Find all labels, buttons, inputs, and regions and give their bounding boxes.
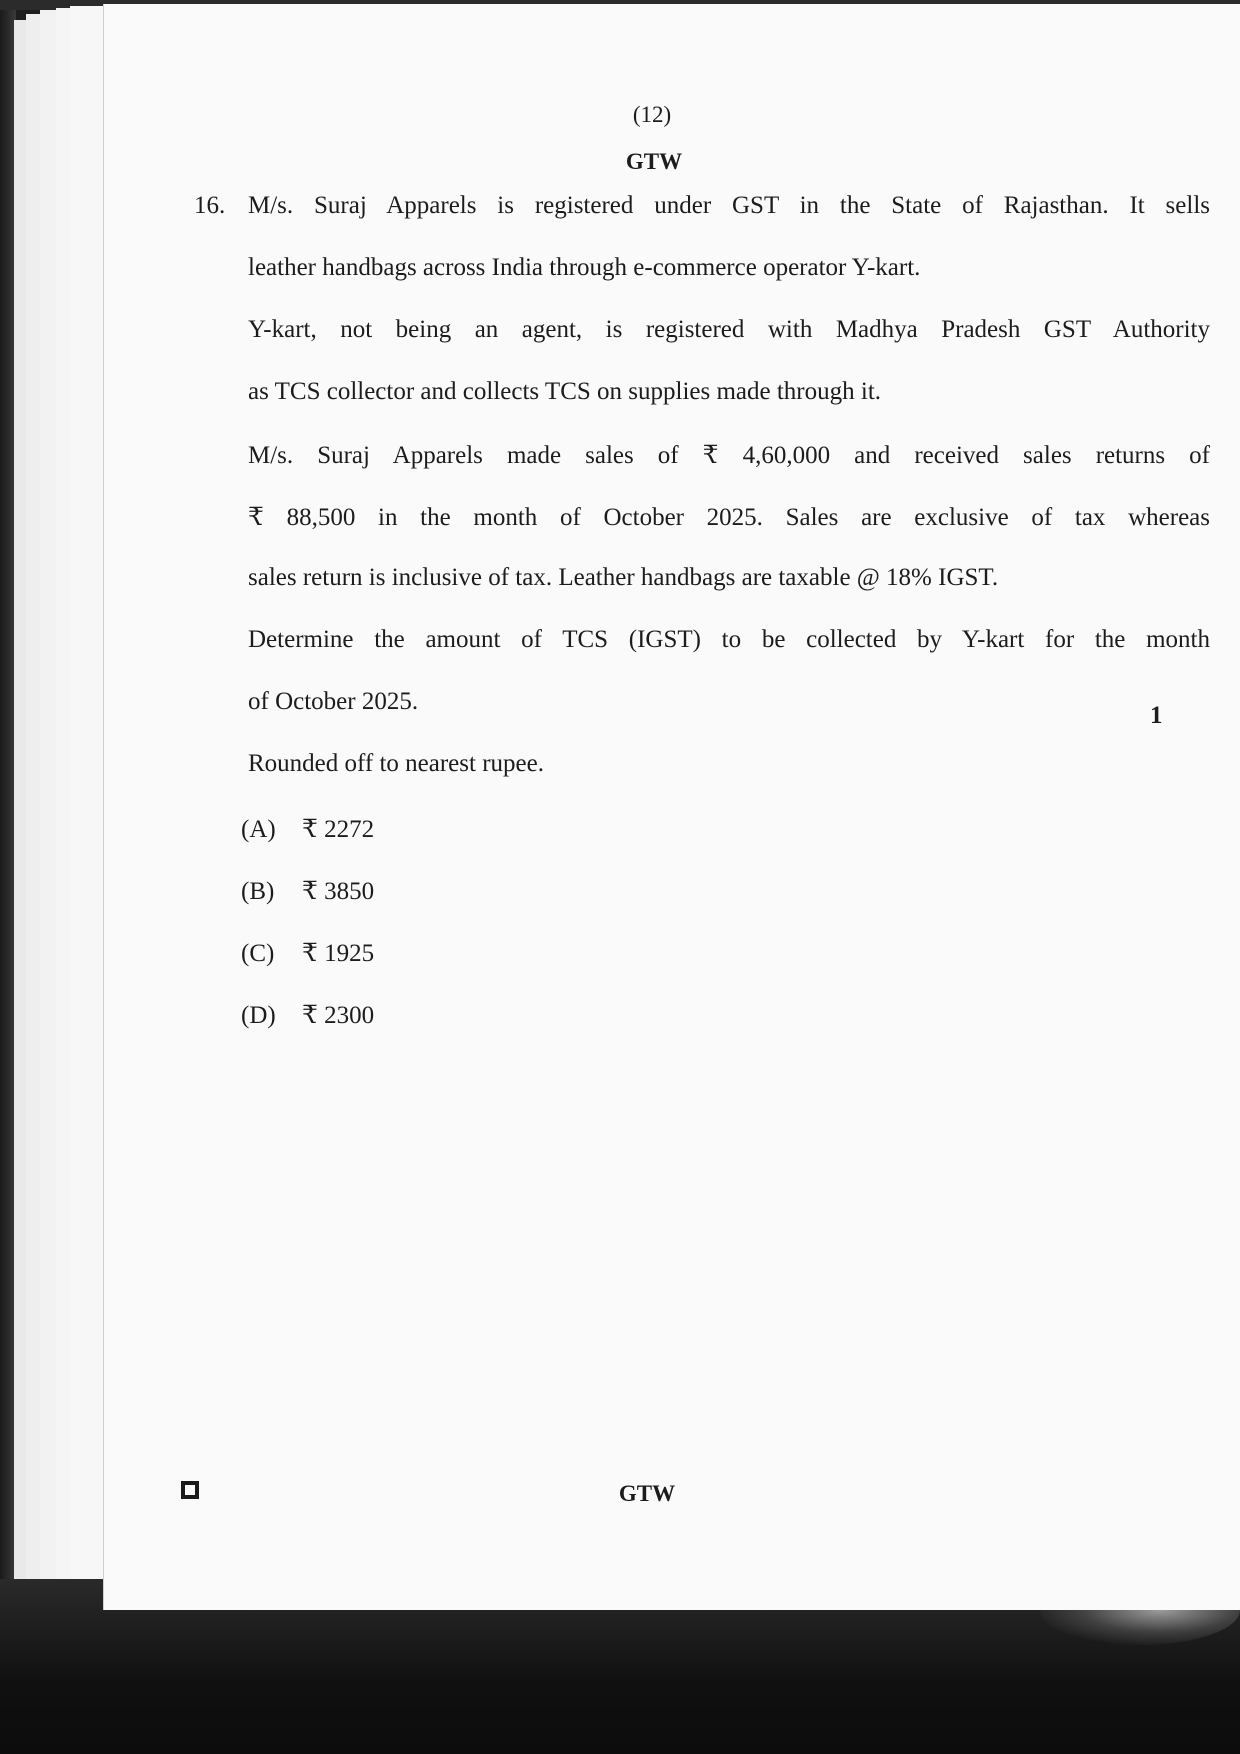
page-number: (12) bbox=[632, 102, 672, 127]
question-line: Y-kart, not being an agent, is registered with Madhya Pradesh GST Authority bbox=[248, 316, 1210, 343]
option-c bbox=[241, 938, 374, 968]
question-line: Determine the amount of TCS (IGST) to be collected by Y-kart for the month bbox=[248, 626, 1210, 653]
option-letter: (B) bbox=[241, 878, 275, 905]
question-line: Rounded off to nearest rupee. bbox=[248, 750, 544, 777]
option-a bbox=[241, 814, 374, 844]
question-line: M/s. Suraj Apparels is registered under GST in the State of Rajasthan. It sells bbox=[248, 192, 1210, 219]
question-line: ₹ 88,500 in the month of October 2025. Sales are exclusive of tax whereas bbox=[248, 504, 1210, 531]
option-text: ₹ 3850 bbox=[302, 878, 375, 905]
option-b bbox=[241, 876, 374, 906]
option-text: ₹ 2272 bbox=[302, 816, 375, 843]
paper-code-header: GTW bbox=[625, 149, 683, 174]
question-line: as TCS collector and collects TCS on supplies made through it. bbox=[248, 378, 882, 405]
paper-code-footer: GTW bbox=[618, 1481, 676, 1506]
exam-page bbox=[104, 4, 1240, 1610]
question-line: leather handbags across India through e-commerce operator Y-kart. bbox=[248, 254, 921, 281]
option-letter: (A) bbox=[241, 816, 276, 843]
option-text: ₹ 1925 bbox=[302, 940, 375, 967]
question-number: 16. bbox=[194, 192, 226, 219]
question-line: of October 2025. bbox=[248, 688, 419, 715]
option-letter: (C) bbox=[241, 940, 275, 967]
question-line: M/s. Suraj Apparels made sales of ₹ 4,60,000 and received sales returns of bbox=[248, 442, 1210, 469]
option-letter: (D) bbox=[241, 1002, 276, 1029]
option-text: ₹ 2300 bbox=[302, 1002, 375, 1029]
option-d bbox=[241, 1000, 374, 1030]
question-line: sales return is inclusive of tax. Leather handbags are taxable @ 18% IGST. bbox=[248, 564, 999, 591]
question-marks: 1 bbox=[1150, 702, 1163, 729]
